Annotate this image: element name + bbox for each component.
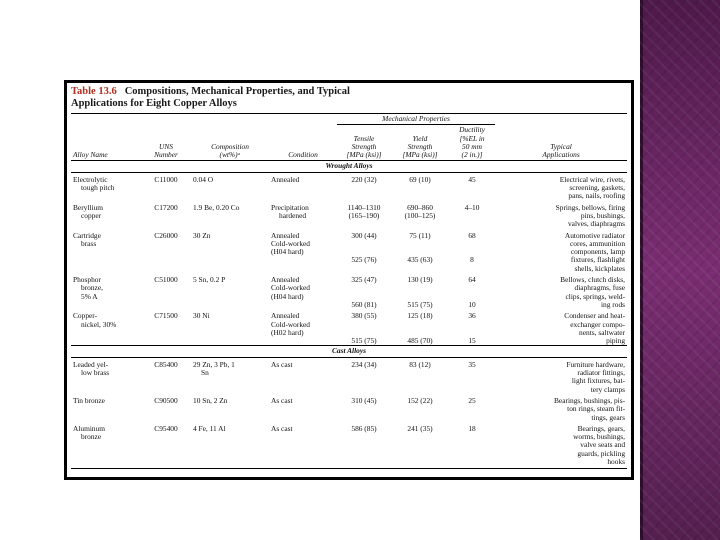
- composition: [191, 422, 269, 469]
- typical-applications-line: nents, saltwater: [579, 327, 626, 337]
- condition-line: (H02 hard): [271, 327, 304, 337]
- condition-line: Annealed: [271, 275, 300, 285]
- typical-applications-line: components, lamp: [570, 247, 626, 257]
- condition: [269, 229, 337, 273]
- alloy-name: [71, 172, 141, 200]
- composition-line: 30 Zn: [193, 230, 211, 240]
- yield-strength-line: 241 (35): [407, 423, 433, 433]
- slide-frame: [64, 80, 634, 480]
- ductility-line: 18: [468, 423, 476, 433]
- tensile-strength-line: (165–190): [348, 210, 380, 220]
- uns-number: C71500: [154, 311, 178, 321]
- yield-strength: [391, 357, 449, 394]
- col-header-yield: Yield Strength [MPa (ksi)]: [402, 133, 438, 160]
- uns-number: C51000: [154, 275, 178, 285]
- ductility-line: 36: [468, 311, 476, 321]
- tensile-strength-line: 300 (44): [351, 230, 377, 240]
- yield-strength: [391, 201, 449, 229]
- uns-number: C26000: [154, 230, 178, 240]
- condition-line: As cast: [271, 395, 293, 405]
- col-header-alloy-name: Alloy Name: [73, 150, 108, 160]
- condition-line: Annealed: [271, 311, 300, 321]
- tensile-strength: [337, 394, 391, 422]
- condition: [269, 394, 337, 422]
- typical-applications-line: Bearings, gears,: [577, 423, 626, 433]
- table-title-line2: Applications for Eight Copper Alloys: [71, 98, 237, 109]
- typical-applications-line: diaphragms, fuse: [574, 283, 626, 293]
- uns-number: C85400: [154, 359, 178, 369]
- tensile-strength: [337, 309, 391, 346]
- typical-applications-line: clips, springs, weld-: [565, 291, 626, 301]
- alloy-name: [71, 422, 141, 469]
- col-header-tensile: Tensile Strength [MPa (ksi)]: [346, 133, 382, 160]
- table-row: [71, 229, 627, 273]
- col-header-uns: UNS Number: [154, 141, 178, 160]
- yield-strength: [391, 309, 449, 346]
- ductility: [449, 422, 495, 469]
- yield-strength: [391, 273, 449, 309]
- typical-applications-line: ton rings, steam fit-: [567, 404, 626, 414]
- composition: [191, 394, 269, 422]
- ductility: [449, 273, 495, 309]
- composition-line: 30 Ni: [193, 311, 210, 321]
- typical-applications-line: ing rods: [601, 299, 626, 309]
- table-row: [71, 309, 627, 346]
- condition-line: Precipitation: [271, 202, 309, 212]
- alloy-name-line: tough pitch: [81, 183, 115, 193]
- ductility: [449, 357, 495, 394]
- col-header-composition: Composition (wt%)ᵃ: [211, 141, 249, 160]
- tensile-strength: [337, 357, 391, 394]
- composition: [191, 201, 269, 229]
- alloy-name: [71, 394, 141, 422]
- composition: [191, 309, 269, 346]
- composition-line: 0.04 O: [193, 174, 214, 184]
- tensile-strength-line: 525 (76): [351, 255, 377, 265]
- alloy-name-line: Cartridge: [73, 230, 101, 240]
- table-container: [71, 86, 627, 469]
- alloy-name-line: Tin bronze: [73, 395, 105, 405]
- condition-line: Annealed: [271, 230, 300, 240]
- tensile-strength-line: 310 (45): [351, 395, 377, 405]
- condition-line: As cast: [271, 359, 293, 369]
- condition-line: As cast: [271, 423, 293, 433]
- typical-applications-line: valves, diaphragms: [567, 219, 626, 229]
- typical-applications-line: Springs, bellows, firing: [555, 202, 626, 212]
- section-header-wrought: [71, 161, 627, 172]
- table-row: [71, 201, 627, 229]
- condition: [269, 172, 337, 200]
- yield-strength: [391, 422, 449, 469]
- table-row: [71, 357, 627, 394]
- typical-applications-line: Condenser and heat-: [564, 311, 626, 321]
- yield-strength-line: (100–125): [404, 210, 436, 220]
- ductility-line: 45: [468, 174, 476, 184]
- yield-strength-line: 152 (22): [407, 395, 433, 405]
- alloy-name-line: low brass: [81, 368, 110, 378]
- alloy-name-line: Leaded yel-: [73, 359, 109, 369]
- typical-applications-line: Electrical wire, rivets,: [559, 174, 626, 184]
- ductility: [449, 172, 495, 200]
- composition: [191, 229, 269, 273]
- col-header-applications: Typical Applications: [542, 141, 580, 160]
- condition: [269, 309, 337, 346]
- typical-applications-line: pans, nails, roofing: [568, 191, 626, 201]
- table-body: [71, 161, 627, 469]
- typical-applications-line: worms, bushings,: [573, 432, 626, 442]
- condition-line: (H04 hard): [271, 247, 304, 257]
- typical-applications-line: shells, kickplates: [574, 263, 626, 273]
- ductility-line: 10: [468, 299, 476, 309]
- typical-applications-line: guards, pickling: [577, 448, 626, 458]
- yield-strength-line: 515 (75): [407, 299, 433, 309]
- alloy-name-line: Beryllium: [73, 202, 103, 212]
- table-number: Table 13.6: [71, 86, 117, 97]
- tensile-strength: [337, 201, 391, 229]
- section-label: Cast Alloys: [71, 346, 627, 357]
- condition: [269, 357, 337, 394]
- tensile-strength-line: 586 (85): [351, 423, 377, 433]
- condition-line: Annealed: [271, 174, 300, 184]
- condition: [269, 422, 337, 469]
- uns-number: C17200: [154, 202, 178, 212]
- composition: [191, 172, 269, 200]
- copper-alloys-table: [71, 113, 627, 469]
- mechanical-properties-header: Mechanical Properties: [337, 114, 495, 125]
- table-row: [71, 172, 627, 200]
- ductility: [449, 201, 495, 229]
- alloy-name-line: bronze: [81, 432, 102, 442]
- condition-line: (H04 hard): [271, 291, 304, 301]
- yield-strength-line: 125 (18): [407, 311, 433, 321]
- condition-line: hardened: [279, 210, 307, 220]
- ductility-line: 35: [468, 359, 476, 369]
- typical-applications-line: piping: [606, 336, 626, 346]
- typical-applications-line: radiator fittings,: [577, 368, 626, 378]
- alloy-name-line: copper: [81, 210, 102, 220]
- tensile-strength: [337, 229, 391, 273]
- typical-applications-line: Automotive radiator: [564, 230, 626, 240]
- condition: [269, 201, 337, 229]
- typical-applications: [495, 357, 627, 394]
- uns-number: C90500: [154, 395, 178, 405]
- alloy-name: [71, 309, 141, 346]
- typical-applications-line: tery clamps: [590, 384, 626, 394]
- condition-line: Cold-worked: [271, 238, 310, 248]
- alloy-name-line: Copper-: [73, 311, 98, 321]
- table-row: [71, 422, 627, 469]
- typical-applications-line: hooks: [607, 456, 626, 466]
- tensile-strength: [337, 273, 391, 309]
- tensile-strength-line: 325 (47): [351, 275, 377, 285]
- yield-strength: [391, 172, 449, 200]
- typical-applications-line: fixtures, flashlight: [570, 255, 626, 265]
- alloy-name-line: bronze,: [81, 283, 103, 293]
- ductility-line: 64: [468, 275, 476, 285]
- typical-applications: [495, 172, 627, 200]
- ductility: [449, 309, 495, 346]
- typical-applications-line: exchanger compo-: [570, 319, 626, 329]
- alloy-name-line: brass: [81, 238, 97, 248]
- composition: [191, 357, 269, 394]
- alloy-name-line: Aluminum: [73, 423, 106, 433]
- typical-applications-line: Bearings, bushings, pis-: [554, 395, 626, 405]
- table-caption: [71, 86, 627, 110]
- condition: [269, 273, 337, 309]
- tensile-strength-line: 560 (81): [351, 299, 377, 309]
- tensile-strength-line: 380 (55): [351, 311, 377, 321]
- ductility-line: 25: [468, 395, 476, 405]
- yield-strength-line: 130 (19): [407, 275, 433, 285]
- alloy-name-line: Electrolytic: [73, 174, 108, 184]
- uns-number: C11000: [154, 174, 178, 184]
- composition-line: 1.9 Be, 0.20 Co: [193, 202, 240, 212]
- alloy-name: [71, 201, 141, 229]
- composition-line: 4 Fe, 11 Al: [193, 423, 226, 433]
- composition-line: 5 Sn, 0.2 P: [193, 275, 226, 285]
- yield-strength: [391, 394, 449, 422]
- decorative-side-band: [640, 0, 720, 540]
- section-label: Wrought Alloys: [71, 161, 627, 172]
- ductility-line: 68: [468, 230, 476, 240]
- typical-applications-line: Bellows, clutch disks,: [560, 275, 626, 285]
- section-header-cast: [71, 346, 627, 357]
- typical-applications-line: tings, gears: [591, 412, 626, 422]
- typical-applications: [495, 394, 627, 422]
- typical-applications-line: valve seats and: [580, 440, 626, 450]
- tensile-strength: [337, 422, 391, 469]
- yield-strength-line: 485 (70): [407, 336, 433, 346]
- typical-applications: [495, 229, 627, 273]
- ductility-line: 8: [470, 255, 474, 265]
- yield-strength-line: 690–860: [407, 202, 433, 212]
- typical-applications: [495, 309, 627, 346]
- typical-applications: [495, 422, 627, 469]
- alloy-name: [71, 229, 141, 273]
- yield-strength-line: 69 (10): [409, 174, 431, 184]
- typical-applications-line: pins, bushings,: [580, 210, 626, 220]
- ductility-line: 15: [468, 336, 476, 346]
- table-row: [71, 394, 627, 422]
- ductility: [449, 394, 495, 422]
- tensile-strength-line: 234 (34): [351, 359, 377, 369]
- alloy-name: [71, 357, 141, 394]
- ductility: [449, 229, 495, 273]
- col-header-condition: Condition: [288, 150, 318, 160]
- yield-strength-line: 75 (11): [409, 230, 431, 240]
- composition: [191, 273, 269, 309]
- table-row: [71, 273, 627, 309]
- tensile-strength-line: 1140–1310: [347, 202, 381, 212]
- tensile-strength: [337, 172, 391, 200]
- typical-applications-line: cores, ammunition: [570, 238, 626, 248]
- composition-line: Sn: [201, 368, 209, 378]
- ductility-line: 4–10: [464, 202, 480, 212]
- composition-line: 29 Zn, 3 Pb, 1: [193, 359, 235, 369]
- yield-strength-line: 435 (63): [407, 255, 433, 265]
- typical-applications: [495, 201, 627, 229]
- condition-line: Cold-worked: [271, 283, 310, 293]
- alloy-name: [71, 273, 141, 309]
- typical-applications-line: Furniture hardware,: [566, 359, 626, 369]
- tensile-strength-line: 220 (32): [351, 174, 377, 184]
- yield-strength-line: 83 (12): [409, 359, 431, 369]
- tensile-strength-line: 515 (75): [351, 336, 377, 346]
- typical-applications-line: light fixtures, bat-: [571, 376, 626, 386]
- alloy-name-line: Phosphor: [73, 275, 101, 285]
- composition-line: 10 Sn, 2 Zn: [193, 395, 228, 405]
- condition-line: Cold-worked: [271, 319, 310, 329]
- typical-applications-line: screening, gaskets,: [569, 183, 626, 193]
- yield-strength: [391, 229, 449, 273]
- alloy-name-line: nickel, 30%: [81, 319, 117, 329]
- alloy-name-line: 5% A: [81, 291, 98, 301]
- table-title-line1: Compositions, Mechanical Properties, and Typical: [124, 86, 350, 97]
- uns-number: C95400: [141, 422, 191, 469]
- typical-applications: [495, 273, 627, 309]
- col-header-ductility: Ductility [%EL in 50 mm (2 in.)]: [459, 125, 485, 160]
